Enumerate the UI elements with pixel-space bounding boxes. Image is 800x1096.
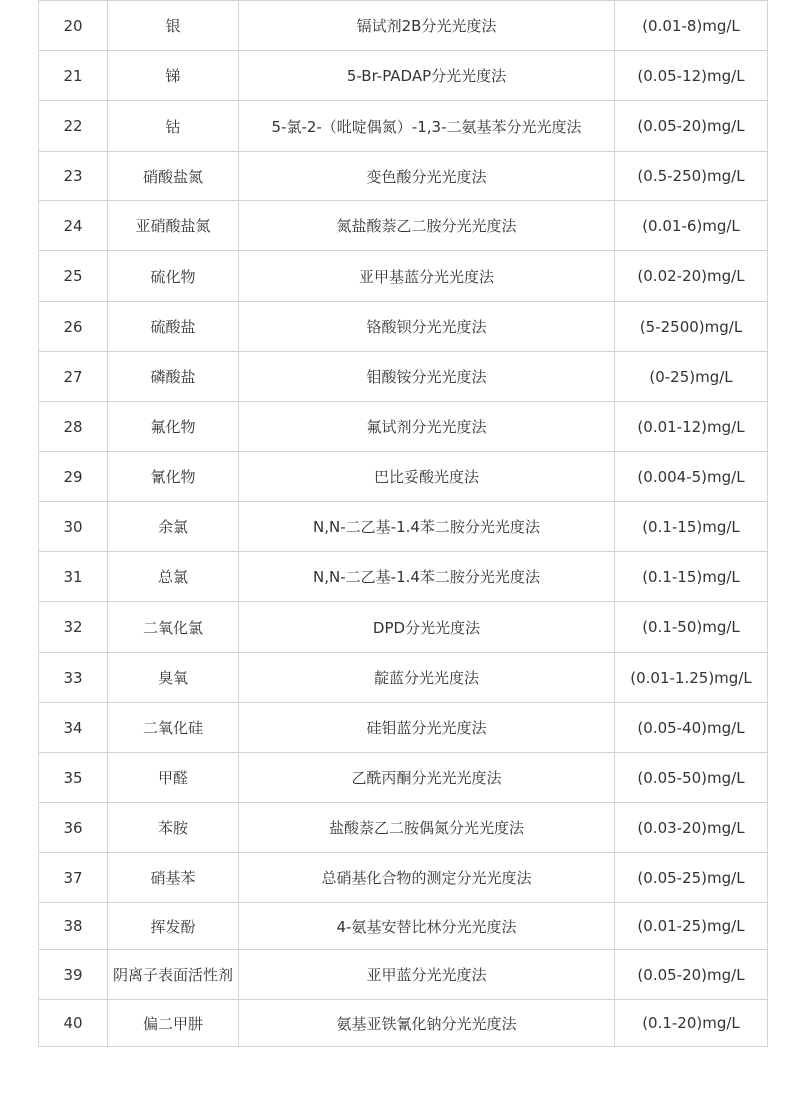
test-item: 氟化物 — [108, 402, 239, 452]
test-method: 氮盐酸萘乙二胺分光光度法 — [239, 201, 615, 251]
table-row — [39, 152, 768, 201]
row-number: 29 — [39, 452, 108, 502]
test-method: 5-氯-2-（吡啶偶氮）-1,3-二氨基苯分光光度法 — [239, 101, 615, 152]
test-method: 变色酸分光光度法 — [239, 152, 615, 201]
row-number: 27 — [39, 352, 108, 402]
table-row — [39, 201, 768, 251]
row-number: 37 — [39, 853, 108, 903]
row-number: 36 — [39, 803, 108, 853]
test-item: 银 — [108, 1, 239, 51]
measurement-range: (0.5-250)mg/L — [615, 152, 768, 201]
table-row — [39, 552, 768, 602]
test-method: N,N-二乙基-1.4苯二胺分光光度法 — [239, 502, 615, 552]
test-item: 偏二甲肼 — [108, 1000, 239, 1047]
test-item: 硫酸盐 — [108, 302, 239, 352]
test-method: 靛蓝分光光度法 — [239, 653, 615, 703]
table-row — [39, 1000, 768, 1047]
test-method: 总硝基化合物的测定分光光度法 — [239, 853, 615, 903]
measurement-range: (0-25)mg/L — [615, 352, 768, 402]
table-row — [39, 703, 768, 753]
measurement-range: (0.05-20)mg/L — [615, 950, 768, 1000]
test-item: 甲醛 — [108, 753, 239, 803]
row-number: 28 — [39, 402, 108, 452]
methods-table — [38, 0, 768, 1047]
measurement-range: (0.1-20)mg/L — [615, 1000, 768, 1047]
row-number: 23 — [39, 152, 108, 201]
table-row — [39, 352, 768, 402]
test-method: 巴比妥酸光度法 — [239, 452, 615, 502]
table-row — [39, 753, 768, 803]
measurement-range: (0.05-40)mg/L — [615, 703, 768, 753]
row-number: 22 — [39, 101, 108, 152]
table-row — [39, 302, 768, 352]
test-method: 盐酸萘乙二胺偶氮分光光度法 — [239, 803, 615, 853]
table-row — [39, 903, 768, 950]
test-item: 余氯 — [108, 502, 239, 552]
test-item: 硝基苯 — [108, 853, 239, 903]
measurement-range: (0.1-50)mg/L — [615, 602, 768, 653]
test-method: 乙酰丙酮分光光光度法 — [239, 753, 615, 803]
measurement-range: (0.004-5)mg/L — [615, 452, 768, 502]
table-row — [39, 950, 768, 1000]
table-row — [39, 502, 768, 552]
row-number: 38 — [39, 903, 108, 950]
test-method: 钼酸铵分光光度法 — [239, 352, 615, 402]
test-method: DPD分光光度法 — [239, 602, 615, 653]
measurement-range: (5-2500)mg/L — [615, 302, 768, 352]
table-row — [39, 452, 768, 502]
row-number: 21 — [39, 51, 108, 101]
measurement-range: (0.05-50)mg/L — [615, 753, 768, 803]
table-row — [39, 1, 768, 51]
test-method: 亚甲基蓝分光光度法 — [239, 251, 615, 302]
test-item: 硫化物 — [108, 251, 239, 302]
test-method: 镉试剂2B分光光度法 — [239, 1, 615, 51]
row-number: 32 — [39, 602, 108, 653]
table-row — [39, 653, 768, 703]
test-item: 锑 — [108, 51, 239, 101]
test-item: 二氧化氯 — [108, 602, 239, 653]
test-method: 亚甲蓝分光光度法 — [239, 950, 615, 1000]
measurement-range: (0.1-15)mg/L — [615, 552, 768, 602]
row-number: 30 — [39, 502, 108, 552]
table-row — [39, 402, 768, 452]
table-row — [39, 602, 768, 653]
row-number: 33 — [39, 653, 108, 703]
measurement-range: (0.01-1.25)mg/L — [615, 653, 768, 703]
test-item: 挥发酚 — [108, 903, 239, 950]
test-item: 阴离子表面活性剂 — [108, 950, 239, 1000]
test-method: 硅钼蓝分光光度法 — [239, 703, 615, 753]
measurement-range: (0.03-20)mg/L — [615, 803, 768, 853]
table-row — [39, 101, 768, 152]
row-number: 35 — [39, 753, 108, 803]
test-item: 亚硝酸盐氮 — [108, 201, 239, 251]
test-item: 臭氧 — [108, 653, 239, 703]
table-row — [39, 251, 768, 302]
table-row — [39, 853, 768, 903]
row-number: 39 — [39, 950, 108, 1000]
test-method: 5-Br-PADAP分光光度法 — [239, 51, 615, 101]
measurement-range: (0.01-25)mg/L — [615, 903, 768, 950]
test-item: 苯胺 — [108, 803, 239, 853]
row-number: 25 — [39, 251, 108, 302]
row-number: 24 — [39, 201, 108, 251]
test-method: N,N-二乙基-1.4苯二胺分光光度法 — [239, 552, 615, 602]
measurement-range: (0.05-20)mg/L — [615, 101, 768, 152]
test-item: 钴 — [108, 101, 239, 152]
test-item: 二氧化硅 — [108, 703, 239, 753]
row-number: 34 — [39, 703, 108, 753]
table-row — [39, 51, 768, 101]
row-number: 31 — [39, 552, 108, 602]
test-item: 总氯 — [108, 552, 239, 602]
row-number: 26 — [39, 302, 108, 352]
measurement-range: (0.05-12)mg/L — [615, 51, 768, 101]
measurement-range: (0.01-6)mg/L — [615, 201, 768, 251]
measurement-range: (0.1-15)mg/L — [615, 502, 768, 552]
measurement-range: (0.01-8)mg/L — [615, 1, 768, 51]
measurement-range: (0.05-25)mg/L — [615, 853, 768, 903]
table-row — [39, 803, 768, 853]
row-number: 40 — [39, 1000, 108, 1047]
measurement-range: (0.01-12)mg/L — [615, 402, 768, 452]
measurement-range: (0.02-20)mg/L — [615, 251, 768, 302]
test-method: 铬酸钡分光光度法 — [239, 302, 615, 352]
test-method: 4-氨基安替比林分光光度法 — [239, 903, 615, 950]
methods-table-body — [39, 1, 768, 1047]
row-number: 20 — [39, 1, 108, 51]
test-item: 硝酸盐氮 — [108, 152, 239, 201]
test-method: 氟试剂分光光度法 — [239, 402, 615, 452]
test-item: 氰化物 — [108, 452, 239, 502]
test-method: 氨基亚铁氰化钠分光光度法 — [239, 1000, 615, 1047]
test-item: 磷酸盐 — [108, 352, 239, 402]
